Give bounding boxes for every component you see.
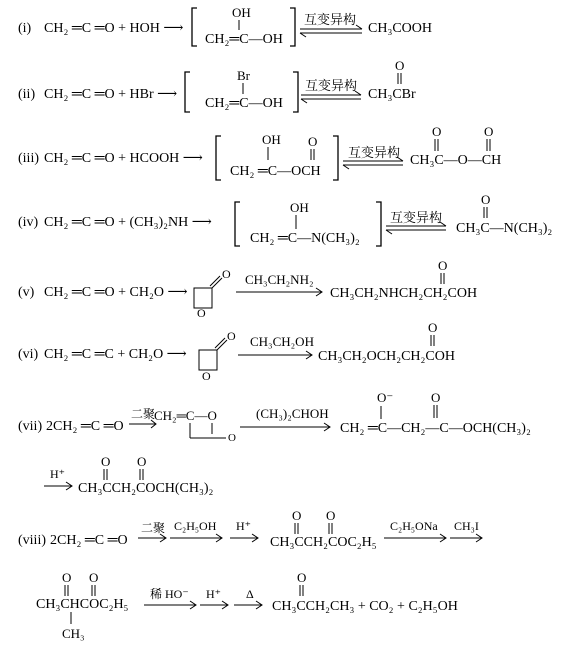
carbonyl-o: O (431, 390, 441, 405)
bracket-right (290, 8, 295, 46)
beta-lactone-ring (194, 267, 231, 320)
reagent: C₂H₅ONa (390, 519, 438, 533)
reaction-viii (18, 508, 482, 641)
reagent: CH₃I (454, 519, 479, 533)
carbonyl-o: O (89, 570, 99, 585)
arrow-label: 互变异构 (390, 210, 443, 225)
product: CH₃CCH₂COC₂H₅ (270, 535, 377, 550)
carbonyl-o: O (308, 134, 318, 149)
substituent-top: OH (290, 200, 309, 215)
bracket-right (293, 72, 298, 112)
carbonyl-o: O (137, 454, 147, 469)
heat-symbol: Δ (246, 587, 254, 601)
carbonyl-o: O (484, 124, 494, 139)
reaction-vii (18, 390, 531, 496)
arrow-label: 互变异构 (304, 12, 357, 27)
reactant: 2CH₂ ═C ═O (46, 419, 124, 434)
reaction-v (18, 258, 477, 320)
reagent: (CH₃)₂CHOH (256, 406, 329, 421)
bracket-right (333, 136, 338, 180)
reaction-label: (ii) (18, 87, 36, 102)
beta-lactone-ring (199, 329, 236, 383)
reactant: CH₂ ═C ═O + (CH₃)₂NH ⟶ (44, 215, 212, 230)
reactant: CH₂ ═C ═O + HOH ⟶ (44, 21, 184, 36)
reaction-iv (18, 192, 552, 246)
carbonyl-o: O (428, 320, 438, 335)
carbonyl-o: O (438, 258, 448, 273)
diketene: CH₂═C—O (154, 408, 217, 423)
product: CH₃C—O—CH (410, 153, 502, 168)
product: CH₃CCH₂COCH(CH₃)₂ (78, 481, 214, 496)
reaction-label: (vi) (18, 347, 39, 362)
reaction-label: (iii) (18, 151, 39, 166)
methylated-ester: CH₃CHCOC₂H₅ (36, 597, 129, 612)
reaction-label: (i) (18, 21, 32, 36)
product: CH₂ ═C—CH₂—C—OCH(CH₃)₂ (340, 421, 531, 436)
carbonyl-o: O (326, 508, 336, 523)
svg-text:O: O (227, 329, 236, 343)
reactant: CH₂ ═C ═C + CH₂O ⟶ (44, 347, 187, 362)
substituent-top: OH (262, 132, 281, 147)
intermediate: CH₂ ═C—N(CH₃)₂ (250, 231, 360, 246)
reaction-ii (18, 58, 416, 112)
bracket-left (216, 136, 221, 180)
product: CH₃CBr (368, 87, 416, 102)
product: CH₃COOH (368, 21, 432, 36)
reagent: H⁺ (50, 467, 65, 481)
dimer-label: 二聚 (131, 407, 156, 421)
carbonyl-o: O (292, 508, 302, 523)
methyl-group: CH₃ (62, 626, 85, 641)
intermediate: CH₂═C—OH (205, 32, 283, 47)
substituent-top: OH (232, 5, 251, 20)
reaction-label: (vii) (18, 419, 43, 434)
final-products: CH₃CCH₂CH₃ + CO₂ + C₂H₅OH (272, 599, 458, 614)
bracket-left (192, 8, 197, 46)
carbonyl-o: O (101, 454, 111, 469)
svg-text:O: O (222, 267, 231, 281)
reactant: CH₂ ═C ═O + HBr ⟶ (44, 87, 178, 102)
intermediate: CH₂═C—OH (205, 96, 283, 111)
arrow-label: 互变异构 (305, 78, 358, 93)
enolate-o: O⁻ (377, 390, 394, 405)
bracket-right (376, 202, 381, 246)
reagent: C₂H₅OH (174, 519, 217, 533)
bracket-left (185, 72, 190, 112)
substituent-top: Br (237, 68, 250, 83)
intermediate: CH₂ ═C—OCH (230, 164, 321, 179)
carbonyl-o: O (228, 432, 236, 444)
reaction-iii (18, 124, 501, 180)
product: CH₃CH₂NHCH₂CH₂COH (330, 286, 478, 301)
carbonyl-o: O (395, 58, 405, 73)
reaction-vi (18, 320, 455, 383)
carbonyl-o: O (297, 570, 307, 585)
reaction-i (18, 5, 432, 47)
reactant: 2CH₂ ═C ═O (50, 533, 128, 548)
reaction-label: (v) (18, 285, 35, 300)
carbonyl-o: O (62, 570, 72, 585)
carbonyl-o: O (432, 124, 442, 139)
reagent: 稀 HO⁻ (150, 587, 189, 601)
reactant: CH₂ ═C ═O + HCOOH ⟶ (44, 151, 203, 166)
bracket-left (235, 202, 240, 246)
arrow-label: 互变异构 (348, 145, 401, 160)
svg-text:O: O (197, 306, 206, 320)
dimer-label: 二聚 (141, 521, 166, 535)
reaction-label: (iv) (18, 215, 39, 230)
carbonyl-o: O (481, 192, 491, 207)
product: CH₃C—N(CH₃)₂ (456, 221, 553, 236)
reactant: CH₂ ═C ═O + CH₂O ⟶ (44, 285, 188, 300)
svg-text:O: O (202, 369, 211, 383)
reagent: H⁺ (236, 519, 251, 533)
reaction-label: (viii) (18, 533, 46, 548)
reagent: CH₃CH₂OH (250, 334, 314, 349)
product: CH₃CH₂OCH₂CH₂COH (318, 349, 455, 364)
reagent: H⁺ (206, 587, 221, 601)
reagent: CH₃CH₂NH₂ (245, 272, 314, 287)
